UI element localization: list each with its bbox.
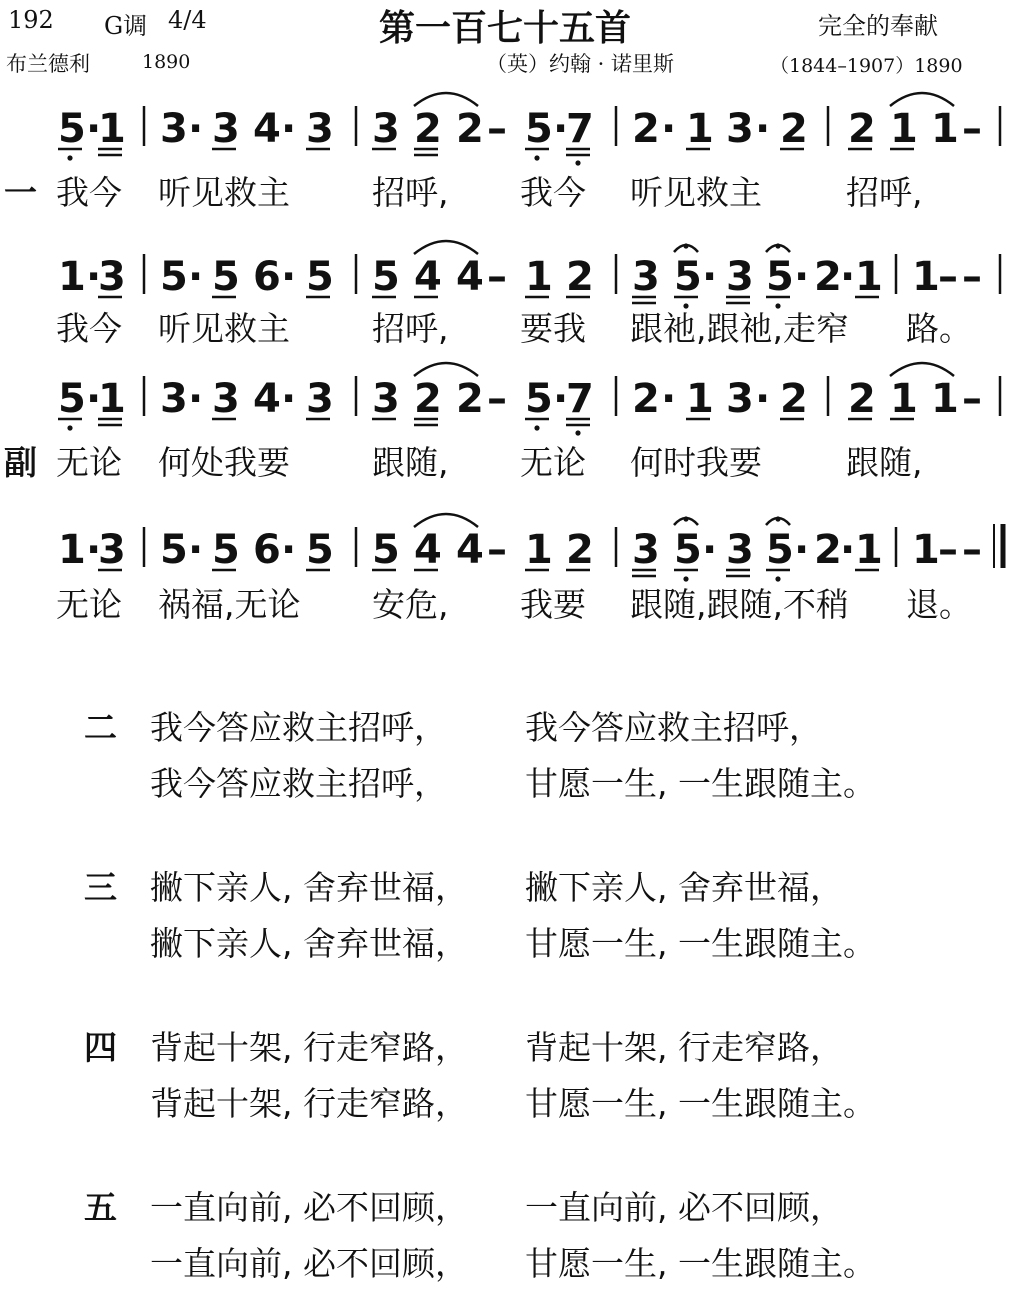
svg-text:3: 3 [726, 376, 754, 422]
svg-text:1: 1 [686, 376, 714, 422]
hymn-title: 第一百七十五首 [378, 8, 631, 49]
jianpu-score [0, 0, 1010, 640]
svg-text:–: – [487, 106, 507, 152]
lyric: 跟祂,跟祂,走窄 [630, 309, 849, 348]
svg-text:1: 1 [931, 106, 959, 152]
lyric: 何处我要 [158, 443, 290, 482]
svg-text:3: 3 [726, 254, 754, 300]
svg-text:·: · [188, 106, 204, 152]
svg-text:2: 2 [566, 527, 594, 573]
svg-text:·: · [794, 254, 810, 300]
svg-text:–: – [938, 527, 958, 573]
composer-name: 布兰德利 [6, 52, 90, 76]
verse-4 [84, 1020, 876, 1132]
verse-text: 撇下亲人, 舍弃世福， [525, 868, 843, 907]
svg-text:·: · [188, 527, 204, 573]
svg-text:2: 2 [414, 106, 442, 152]
verse-text: 一直向前, 必不回顾， [150, 1244, 468, 1283]
svg-text:3: 3 [632, 254, 660, 300]
verse-text: 撇下亲人, 舍弃世福， [150, 924, 468, 963]
key-signature: G调 [104, 12, 148, 40]
score-system-4 [58, 514, 1003, 582]
svg-text:6: 6 [253, 254, 281, 300]
svg-text:1: 1 [98, 106, 126, 152]
score-system-3 [58, 363, 1000, 436]
verse-5 [84, 1180, 876, 1292]
svg-text:3: 3 [726, 106, 754, 152]
verse-3 [84, 860, 876, 972]
svg-text:1: 1 [931, 376, 959, 422]
lyricist: （英）约翰 · 诺里斯 [486, 52, 675, 76]
lyric: 跟随, [372, 443, 449, 482]
verse-text: 我今答应救主招呼， [525, 708, 822, 747]
svg-text:·: · [281, 254, 297, 300]
verse-label-1: 一 [4, 173, 37, 212]
svg-text:4: 4 [253, 106, 281, 152]
svg-text:5: 5 [525, 376, 553, 422]
svg-text:4: 4 [253, 376, 281, 422]
svg-text:1: 1 [98, 376, 126, 422]
verse-number: 五 [84, 1188, 117, 1227]
lyric: 招呼, [372, 173, 449, 212]
svg-text:·: · [840, 254, 856, 300]
lyric: 安危, [372, 585, 449, 624]
svg-text:5: 5 [160, 254, 188, 300]
svg-text:5: 5 [766, 254, 794, 300]
lyric: 听见救主 [158, 173, 290, 212]
svg-text:·: · [188, 376, 204, 422]
svg-text:5: 5 [372, 527, 400, 573]
verse-text: 甘愿一生, 一生跟随主。 [525, 1084, 876, 1123]
svg-text:5: 5 [766, 527, 794, 573]
svg-text:·: · [661, 376, 677, 422]
svg-text:3: 3 [306, 376, 334, 422]
hymn-number: 192 [8, 6, 54, 34]
verse-text: 甘愿一生, 一生跟随主。 [525, 1244, 876, 1283]
lyric: 跟随,跟随,不稍 [630, 585, 849, 624]
lyric: 路。 [906, 309, 972, 348]
svg-text:·: · [553, 106, 569, 152]
svg-text:3: 3 [372, 376, 400, 422]
svg-text:3: 3 [372, 106, 400, 152]
verse-text: 甘愿一生, 一生跟随主。 [525, 764, 876, 803]
lyric: 无论 [520, 443, 586, 482]
svg-text:2: 2 [780, 376, 808, 422]
refrain-label: 副 [4, 443, 37, 482]
svg-text:5: 5 [372, 254, 400, 300]
lyric: 听见救主 [630, 173, 762, 212]
svg-text:7: 7 [566, 376, 594, 422]
svg-text:·: · [553, 376, 569, 422]
svg-text:·: · [702, 527, 718, 573]
lyricist-dates: （1844–1907）1890 [770, 55, 963, 77]
svg-text:4: 4 [414, 527, 442, 573]
svg-text:1: 1 [686, 106, 714, 152]
svg-text:·: · [794, 527, 810, 573]
svg-text:·: · [281, 527, 297, 573]
svg-text:3: 3 [212, 376, 240, 422]
svg-text:2: 2 [632, 376, 660, 422]
svg-text:–: – [962, 106, 982, 152]
lyric: 退。 [906, 585, 972, 624]
svg-text:1: 1 [525, 254, 553, 300]
verse-text: 我今答应救主招呼， [150, 764, 447, 803]
svg-text:2: 2 [414, 376, 442, 422]
lyric: 我今 [56, 309, 122, 348]
svg-text:3: 3 [98, 527, 126, 573]
svg-text:·: · [755, 106, 771, 152]
svg-text:5: 5 [58, 106, 86, 152]
score-system-2 [58, 241, 1000, 309]
lyric: 无论 [56, 443, 122, 482]
svg-text:·: · [86, 376, 102, 422]
svg-text:·: · [281, 106, 297, 152]
svg-text:2: 2 [456, 376, 484, 422]
svg-text:1: 1 [912, 254, 940, 300]
svg-text:·: · [188, 254, 204, 300]
lyric: 我要 [520, 585, 586, 624]
svg-text:1: 1 [912, 527, 940, 573]
svg-text:2: 2 [848, 376, 876, 422]
svg-text:6: 6 [253, 527, 281, 573]
composer-year: 1890 [142, 51, 191, 73]
hymn-theme: 完全的奉献 [818, 12, 938, 40]
svg-text:3: 3 [160, 106, 188, 152]
svg-text:5: 5 [212, 527, 240, 573]
svg-text:5: 5 [674, 527, 702, 573]
svg-text:7: 7 [566, 106, 594, 152]
svg-text:·: · [281, 376, 297, 422]
svg-text:1: 1 [855, 254, 883, 300]
verse-text: 一直向前, 必不回顾， [150, 1188, 468, 1227]
svg-text:–: – [938, 254, 958, 300]
score-system-1 [58, 93, 1000, 166]
svg-text:1: 1 [890, 376, 918, 422]
verse-2 [84, 700, 876, 812]
verse-text: 背起十架, 行走窄路， [150, 1084, 468, 1123]
svg-text:·: · [840, 527, 856, 573]
verse-text: 背起十架, 行走窄路， [525, 1028, 843, 1067]
svg-text:2: 2 [566, 254, 594, 300]
svg-text:1: 1 [58, 527, 86, 573]
lyric: 招呼, [846, 173, 923, 212]
lyric: 我今 [520, 173, 586, 212]
svg-text:5: 5 [306, 527, 334, 573]
svg-text:·: · [755, 376, 771, 422]
svg-text:–: – [487, 527, 507, 573]
svg-text:5: 5 [674, 254, 702, 300]
svg-text:4: 4 [456, 527, 484, 573]
verse-number: 二 [84, 708, 117, 747]
lyric: 招呼, [372, 309, 449, 348]
svg-text:3: 3 [160, 376, 188, 422]
svg-text:5: 5 [212, 254, 240, 300]
svg-text:3: 3 [726, 527, 754, 573]
svg-text:–: – [962, 527, 982, 573]
svg-text:3: 3 [98, 254, 126, 300]
svg-text:2: 2 [848, 106, 876, 152]
svg-text:1: 1 [525, 527, 553, 573]
svg-text:4: 4 [456, 254, 484, 300]
svg-text:3: 3 [306, 106, 334, 152]
lyric: 祸福,无论 [158, 585, 301, 624]
svg-text:3: 3 [632, 527, 660, 573]
verse-text: 我今答应救主招呼， [150, 708, 447, 747]
lyric: 听见救主 [158, 309, 290, 348]
svg-text:–: – [487, 376, 507, 422]
svg-text:2: 2 [814, 527, 842, 573]
svg-text:1: 1 [890, 106, 918, 152]
svg-text:3: 3 [212, 106, 240, 152]
lyric: 要我 [520, 309, 586, 348]
svg-text:·: · [86, 527, 102, 573]
lyric: 跟随, [846, 443, 923, 482]
lyric: 我今 [56, 173, 122, 212]
verse-text: 背起十架, 行走窄路， [150, 1028, 468, 1067]
svg-text:5: 5 [160, 527, 188, 573]
svg-text:5: 5 [58, 376, 86, 422]
verse-text: 一直向前, 必不回顾， [525, 1188, 843, 1227]
svg-text:2: 2 [632, 106, 660, 152]
svg-text:2: 2 [814, 254, 842, 300]
lyric: 无论 [56, 585, 122, 624]
svg-text:–: – [487, 254, 507, 300]
svg-text:4: 4 [414, 254, 442, 300]
svg-text:1: 1 [58, 254, 86, 300]
svg-text:2: 2 [456, 106, 484, 152]
svg-text:1: 1 [855, 527, 883, 573]
time-signature: 4/4 [168, 6, 207, 34]
svg-text:2: 2 [780, 106, 808, 152]
svg-text:5: 5 [525, 106, 553, 152]
svg-text:–: – [962, 254, 982, 300]
svg-text:·: · [661, 106, 677, 152]
svg-text:–: – [962, 376, 982, 422]
verse-text: 甘愿一生, 一生跟随主。 [525, 924, 876, 963]
svg-text:5: 5 [306, 254, 334, 300]
verse-number: 三 [84, 868, 117, 907]
svg-text:·: · [702, 254, 718, 300]
verse-text: 撇下亲人, 舍弃世福， [150, 868, 468, 907]
svg-text:·: · [86, 254, 102, 300]
lyric: 何时我要 [630, 443, 762, 482]
svg-text:·: · [86, 106, 102, 152]
verse-number: 四 [84, 1028, 117, 1067]
